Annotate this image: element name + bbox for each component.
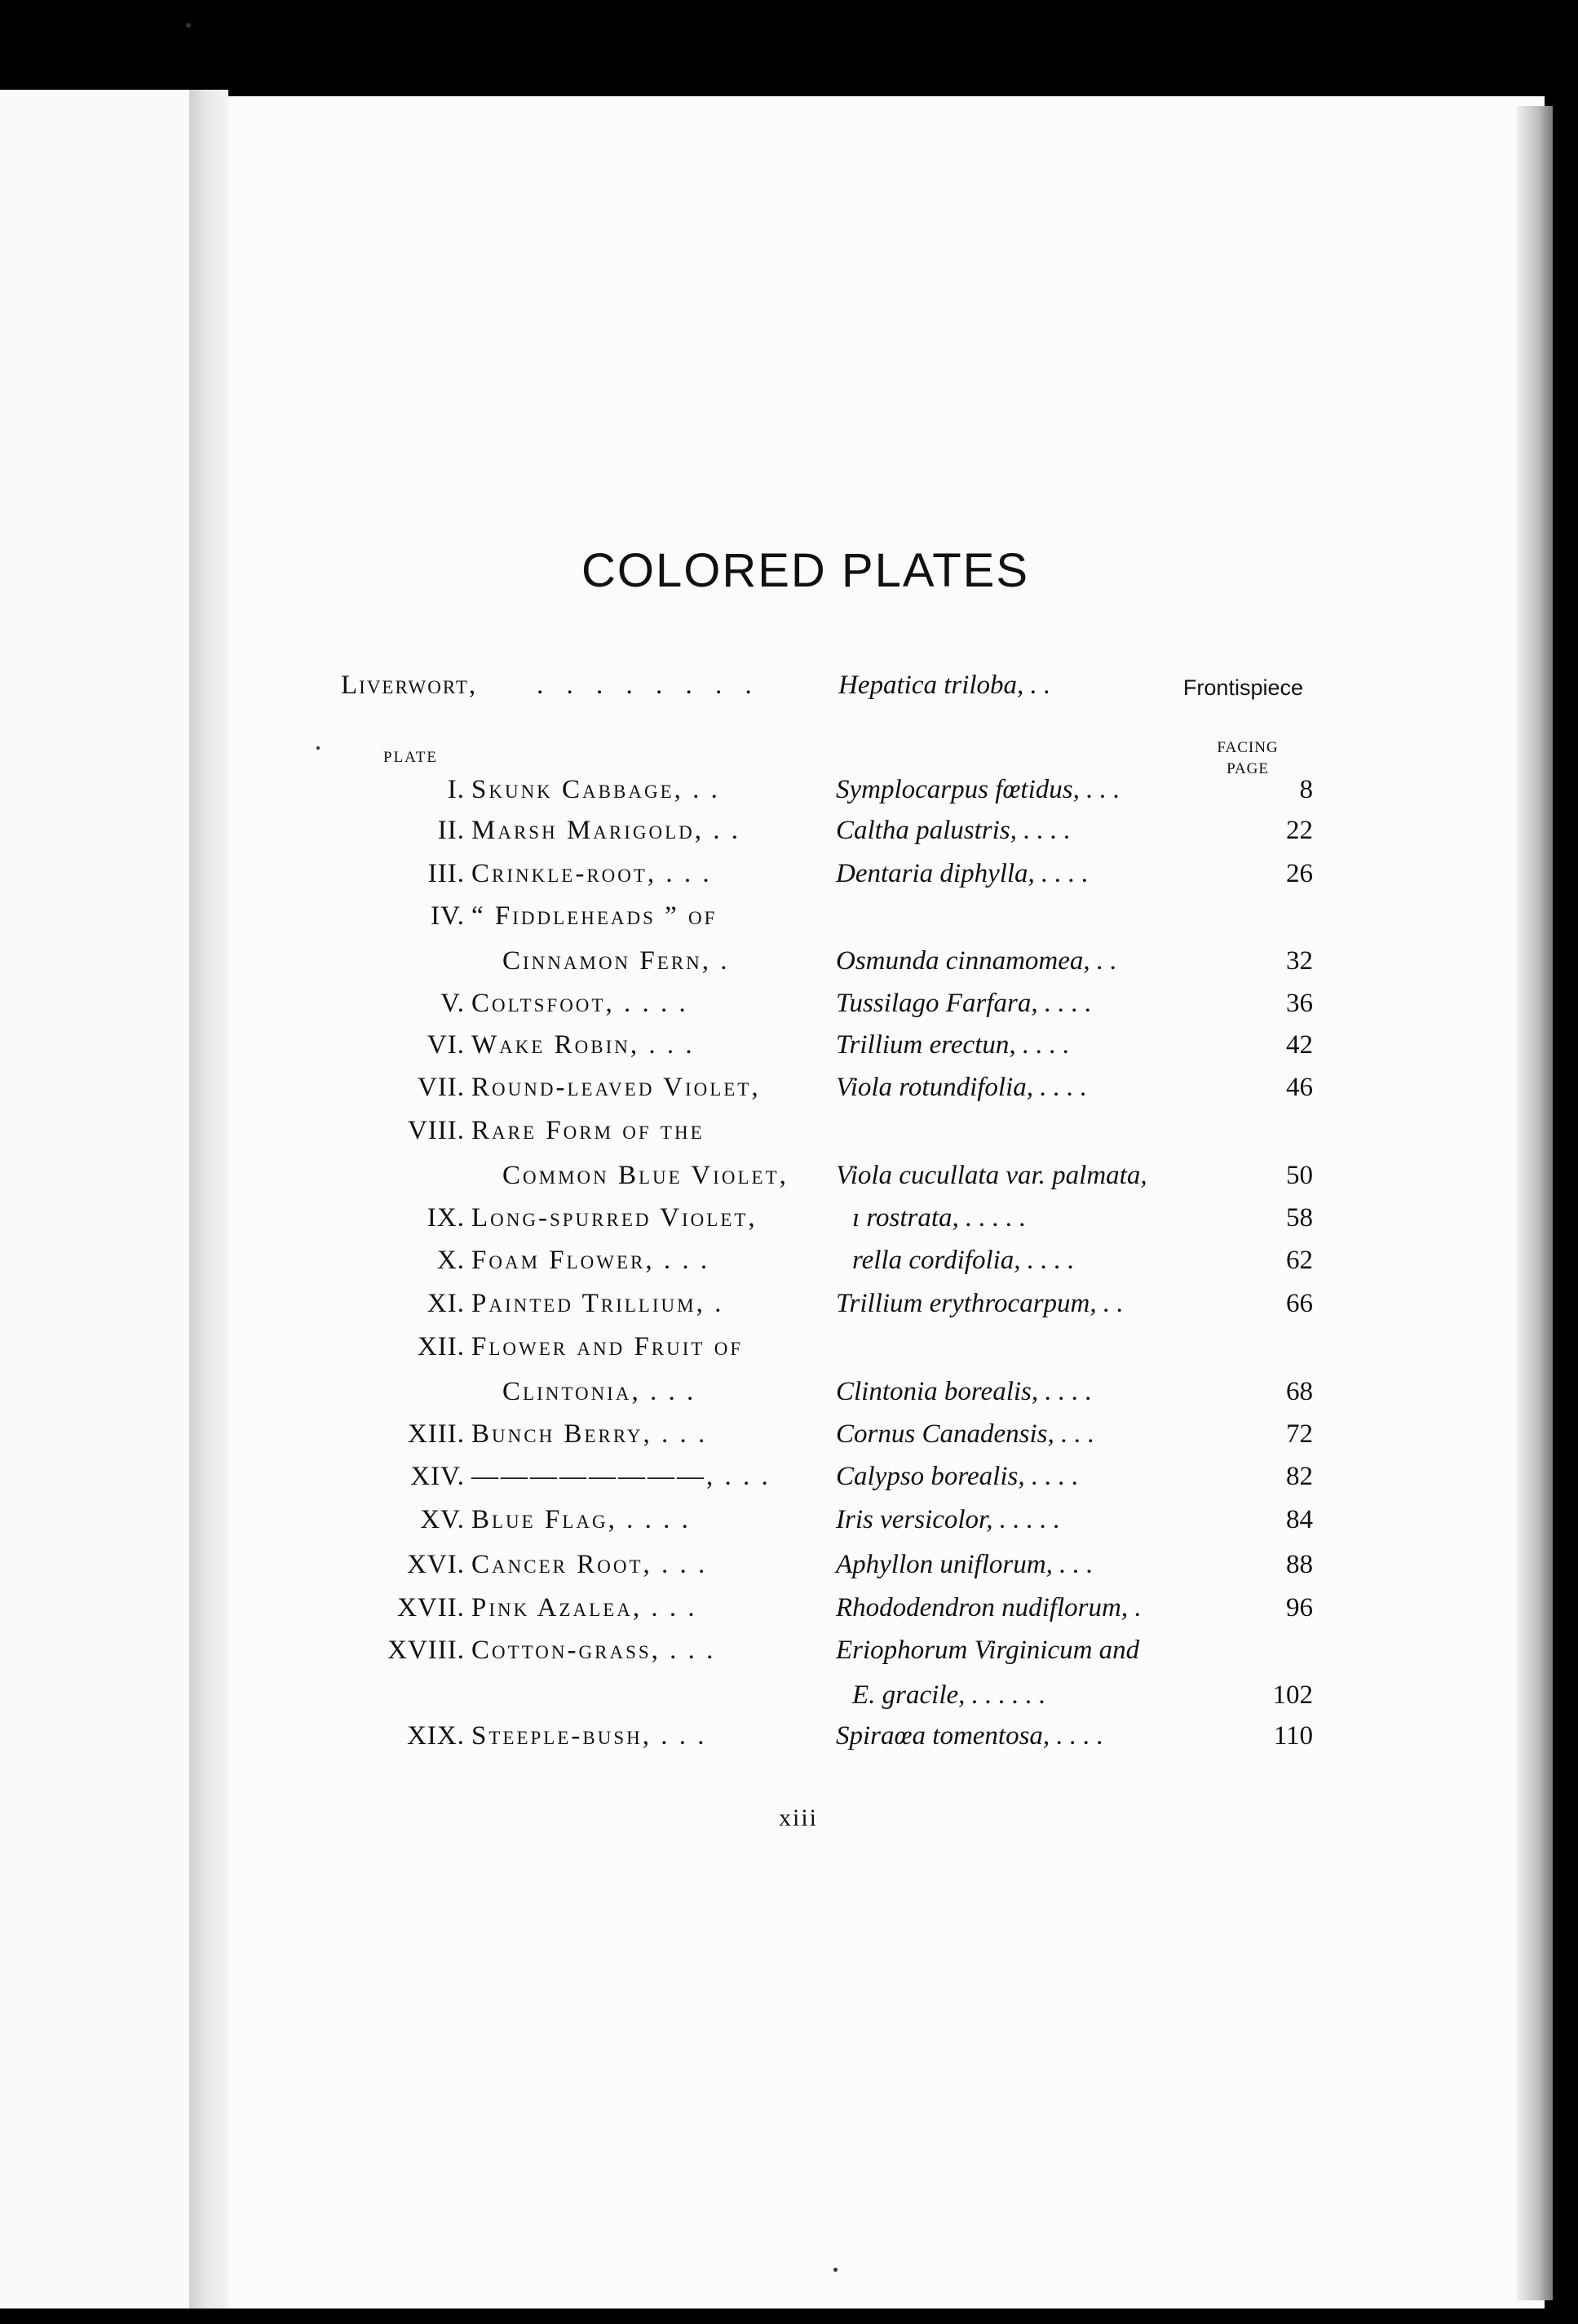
plate-number: III. bbox=[427, 859, 465, 888]
plate-number: XVIII. bbox=[387, 1636, 465, 1665]
plate-common-name: Foam Flower, . . . bbox=[471, 1246, 710, 1275]
plate-scientific-name: Aphyllon uniflorum, . . . bbox=[836, 1550, 1094, 1579]
plate-facing-page: 22 bbox=[1286, 816, 1313, 845]
plate-facing-page: 42 bbox=[1286, 1030, 1313, 1060]
plate-facing-page: 72 bbox=[1286, 1419, 1313, 1449]
plate-scientific-name: Calypso borealis, . . . . bbox=[836, 1462, 1079, 1491]
plate-facing-page: 32 bbox=[1286, 946, 1313, 976]
plate-scientific-name: Caltha palustris, . . . . bbox=[836, 816, 1071, 845]
plate-facing-page: 50 bbox=[1286, 1161, 1313, 1190]
plate-common-name: Wake Robin, . . . bbox=[471, 1030, 695, 1060]
page-number: xiii bbox=[779, 1804, 819, 1831]
plate-scientific-name: Clintonia borealis, . . . . bbox=[836, 1377, 1093, 1406]
plate-common-name: Cotton-grass, . . . bbox=[471, 1636, 716, 1665]
plate-number: I. bbox=[447, 775, 465, 804]
book-gutter bbox=[189, 90, 228, 2309]
plate-entry bbox=[310, 1332, 1313, 1370]
page-title: COLORED PLATES bbox=[581, 544, 1030, 597]
dust-speck bbox=[316, 746, 320, 750]
plate-common-name: Coltsfoot, . . . . bbox=[471, 989, 688, 1018]
plate-scientific-name-continued: E. gracile, . . . . . . bbox=[852, 1680, 1046, 1710]
plate-facing-page: 62 bbox=[1286, 1246, 1313, 1275]
plate-entry bbox=[310, 1073, 1313, 1110]
plate-scientific-name: Spiraœa tomentosa, . . . . bbox=[836, 1721, 1104, 1751]
plate-number: V. bbox=[440, 989, 465, 1018]
plate-number: VII. bbox=[417, 1073, 465, 1102]
plate-entry bbox=[310, 1116, 1313, 1153]
plate-entry bbox=[310, 1550, 1313, 1587]
plate-entry bbox=[310, 1721, 1313, 1759]
plate-common-name: Pink Azalea, . . . bbox=[471, 1593, 697, 1622]
plate-entry bbox=[310, 1289, 1313, 1326]
plate-entry bbox=[310, 1462, 1313, 1499]
plate-facing-page: 110 bbox=[1273, 1721, 1313, 1751]
plate-common-name: Blue Flag, . . . . bbox=[471, 1505, 691, 1534]
plate-common-name: Bunch Berry, . . . bbox=[471, 1419, 708, 1449]
plate-entry bbox=[310, 775, 1313, 812]
plate-entry bbox=[310, 1505, 1313, 1543]
plate-entry bbox=[310, 1636, 1313, 1673]
plate-entry bbox=[310, 1419, 1313, 1457]
plate-number: IV. bbox=[431, 901, 465, 931]
plate-scientific-name: Tussilago Farfara, . . . . bbox=[836, 989, 1092, 1018]
plate-scientific-name: Viola cucullata var. palmata, bbox=[836, 1161, 1147, 1190]
plate-scientific-name: Eriophorum Virginicum and bbox=[836, 1636, 1140, 1665]
plate-common-name-continued: Common Blue Violet, bbox=[502, 1161, 789, 1190]
plate-common-name: Round-leaved Violet, bbox=[471, 1073, 761, 1102]
frontispiece-leader: . . . . . . . . bbox=[537, 671, 760, 700]
plate-number: XII. bbox=[417, 1332, 465, 1361]
plate-entry bbox=[310, 901, 1313, 939]
plate-number: XI. bbox=[427, 1289, 465, 1318]
plate-facing-page: 8 bbox=[1299, 775, 1313, 804]
plate-number: XVII. bbox=[397, 1593, 465, 1622]
plate-entry bbox=[310, 1161, 1313, 1198]
plate-number: VIII. bbox=[407, 1116, 465, 1145]
plate-common-name-continued: Cinnamon Fern, . bbox=[502, 946, 730, 976]
plate-entry bbox=[310, 989, 1313, 1026]
plate-number: XIII. bbox=[407, 1419, 465, 1449]
plate-common-name: Crinkle-root, . . . bbox=[471, 859, 712, 888]
plate-entry bbox=[310, 859, 1313, 896]
plate-number: X. bbox=[436, 1246, 465, 1275]
plate-scientific-name-continued: rella cordifolia, . . . . bbox=[852, 1246, 1075, 1275]
facing-page-column-head bbox=[1199, 737, 1297, 780]
plate-number: II. bbox=[437, 816, 465, 845]
plate-scientific-name: Iris versicolor, . . . . . bbox=[836, 1505, 1060, 1534]
plate-column-head: PLATE bbox=[383, 749, 438, 766]
plate-entry bbox=[310, 1030, 1313, 1068]
plate-facing-page: 66 bbox=[1286, 1289, 1313, 1318]
frontispiece-entry bbox=[341, 671, 1303, 711]
plate-number: XVI. bbox=[407, 1550, 465, 1579]
plate-facing-page: 84 bbox=[1286, 1505, 1313, 1534]
dust-speck bbox=[186, 23, 191, 28]
facing-head-line-1: FACING bbox=[1217, 739, 1279, 756]
plate-facing-page: 46 bbox=[1286, 1073, 1313, 1102]
plate-scientific-name: Cornus Canadensis, . . . bbox=[836, 1419, 1095, 1449]
plate-facing-page: 68 bbox=[1286, 1377, 1313, 1406]
plate-entry bbox=[310, 1593, 1313, 1631]
plate-facing-page: 88 bbox=[1286, 1550, 1313, 1579]
book-page bbox=[228, 96, 1545, 2309]
plate-common-name-continued: Clintonia, . . . bbox=[502, 1377, 696, 1406]
plate-number: VI. bbox=[427, 1030, 465, 1060]
plate-entry bbox=[310, 1680, 1313, 1718]
frontispiece-name: Liverwort, bbox=[341, 671, 478, 700]
plate-facing-page: 26 bbox=[1286, 859, 1313, 888]
plate-common-name: Skunk Cabbage, . . bbox=[471, 775, 720, 804]
plate-scientific-name: Symplocarpus fœtidus, . . . bbox=[836, 775, 1121, 804]
plate-scientific-name: Trillium erectun, . . . . bbox=[836, 1030, 1070, 1060]
plate-entry bbox=[310, 1377, 1313, 1414]
plate-scientific-name: Viola rotundifolia, . . . . bbox=[836, 1073, 1088, 1102]
plate-entry bbox=[310, 946, 1313, 984]
plate-common-name: Steeple-bush, . . . bbox=[471, 1721, 707, 1751]
plate-facing-page: 102 bbox=[1272, 1680, 1313, 1710]
frontispiece-scientific-name: Hepatica triloba, . . bbox=[838, 671, 1051, 700]
plate-entry bbox=[310, 1203, 1313, 1241]
plate-scientific-name: Dentaria diphylla, . . . . bbox=[836, 859, 1089, 888]
plate-scientific-name: Trillium erythrocarpum, . . bbox=[836, 1289, 1124, 1318]
plate-common-name: “ Fiddleheads ” of bbox=[471, 901, 718, 931]
plate-facing-page: 58 bbox=[1286, 1203, 1313, 1233]
plate-facing-page: 96 bbox=[1286, 1593, 1313, 1622]
plate-number: IX. bbox=[427, 1203, 465, 1233]
plate-facing-page: 82 bbox=[1286, 1462, 1313, 1491]
plate-number: XV. bbox=[420, 1505, 465, 1534]
plate-facing-page: 36 bbox=[1286, 989, 1313, 1018]
left-facing-page bbox=[0, 90, 189, 2309]
plate-common-name: Flower and Fruit of bbox=[471, 1332, 744, 1361]
dust-speck bbox=[833, 2268, 838, 2272]
plate-number: XIV. bbox=[410, 1462, 465, 1491]
plate-entry bbox=[310, 816, 1313, 853]
plate-entry bbox=[310, 1246, 1313, 1283]
plate-common-name: Rare Form of the bbox=[471, 1116, 705, 1145]
plate-scientific-name-continued: ı rostrata, . . . . . bbox=[852, 1203, 1027, 1233]
plate-scientific-name: Osmunda cinnamomea, . . bbox=[836, 946, 1117, 976]
facing-head-line-2: PAGE bbox=[1227, 760, 1269, 777]
plate-common-name: Cancer Root, . . . bbox=[471, 1550, 708, 1579]
page-edge bbox=[1517, 106, 1553, 2300]
plate-common-name: ————————, . . . bbox=[471, 1462, 771, 1491]
plate-common-name: Long-spurred Violet, bbox=[471, 1203, 758, 1233]
plate-common-name: Marsh Marigold, . . bbox=[471, 816, 741, 845]
plate-common-name: Painted Trillium, . bbox=[471, 1289, 724, 1318]
frontispiece-page: Frontispiece bbox=[1182, 675, 1303, 700]
plate-number: XIX. bbox=[407, 1721, 465, 1751]
plate-scientific-name: Rhododendron nudiflorum, . bbox=[836, 1593, 1142, 1622]
